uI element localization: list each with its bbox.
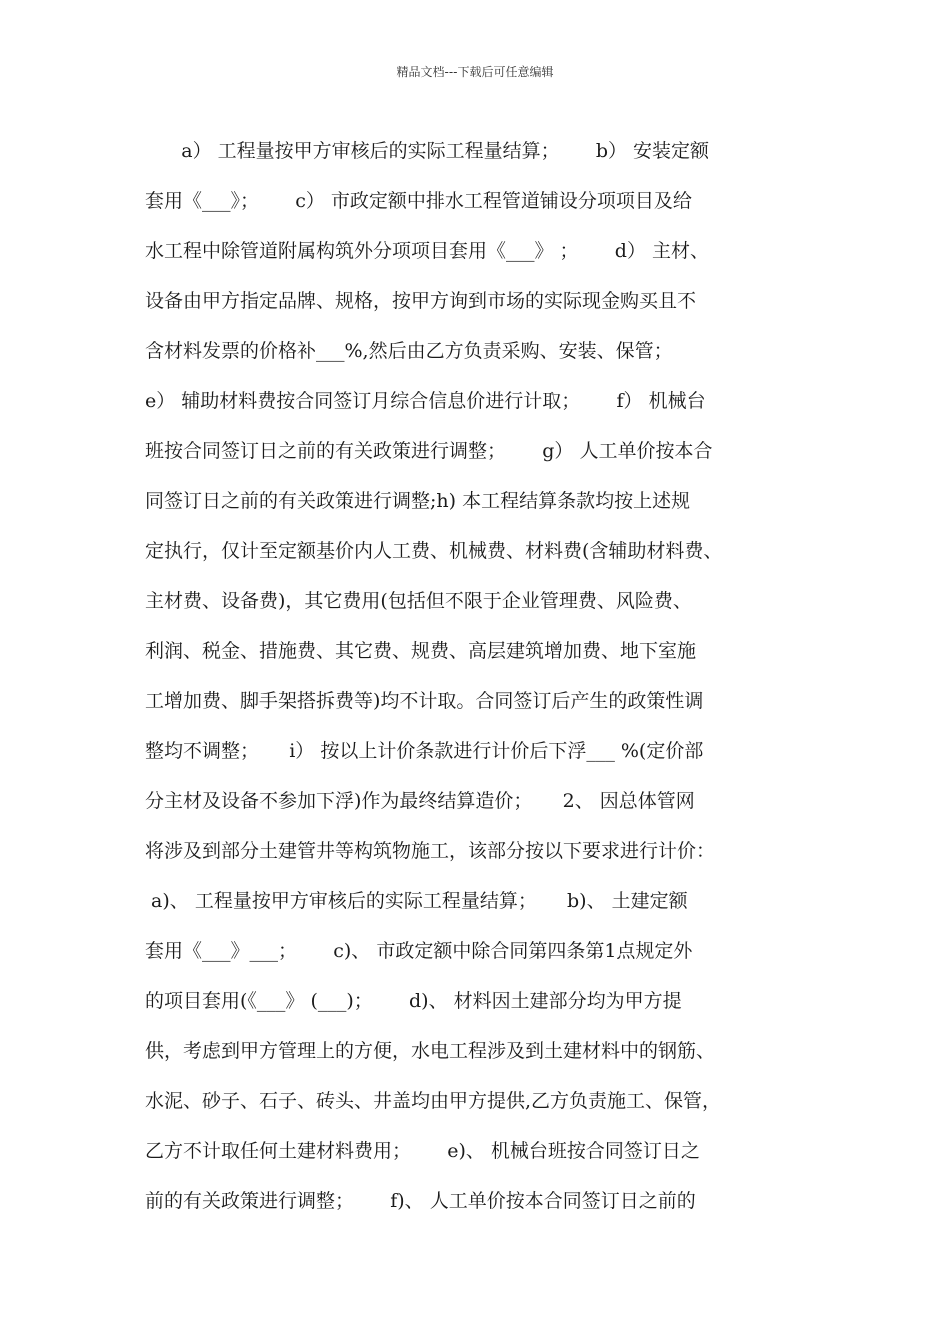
text-line: 主材费、设备费)，其它费用(包括但不限于企业管理费、风险费、	[145, 590, 692, 612]
text-line: 整均不调整； i） 按以上计价条款进行计价后下浮___ %(定价部	[145, 740, 704, 762]
text-line: 乙方不计取任何土建材料费用； e)、 机械台班按合同签订日之	[145, 1140, 700, 1162]
text-line: 套用《___》___； c)、 市政定额中除合同第四条第1点规定外	[145, 940, 693, 962]
text-line: 分主材及设备不参加下浮)作为最终结算造价； 2、 因总体管网	[145, 790, 695, 812]
text-line: 前的有关政策进行调整； f)、 人工单价按本合同签订日之前的	[145, 1190, 696, 1212]
text-line: 的项目套用(《___》 (___)； d)、 材料因土建部分均为甲方提	[145, 990, 682, 1012]
text-line: 套用《___》； c） 市政定额中排水工程管道铺设分项项目及给	[145, 190, 692, 212]
text-line: a)、 工程量按甲方审核后的实际工程量结算； b)、 土建定额	[145, 890, 688, 912]
text-line: 利润、税金、措施费、其它费、规费、高层建筑增加费、地下室施	[145, 640, 697, 662]
text-line: a） 工程量按甲方审核后的实际工程量结算； b） 安装定额	[145, 140, 710, 162]
text-line: 将涉及到部分土建管井等构筑物施工，该部分按以下要求进行计价：	[145, 840, 716, 862]
text-line: 设备由甲方指定品牌、规格，按甲方询到市场的实际现金购买且不	[145, 290, 697, 312]
text-line: 水泥、砂子、石子、砖头、井盖均由甲方提供,乙方负责施工、保管，	[145, 1090, 722, 1112]
text-line: 水工程中除管道附属构筑外分项项目套用《___》 ； d） 主材、	[145, 240, 709, 262]
text-line: 含材料发票的价格补___%,然后由乙方负责采购、安装、保管；	[145, 340, 673, 362]
text-line: 同签订日之前的有关政策进行调整;h) 本工程结算条款均按上述规	[145, 490, 691, 512]
text-line: 定执行，仅计至定额基价内人工费、机械费、材料费(含辅助材料费、	[145, 540, 723, 562]
contract-body	[145, 126, 825, 1226]
text-line: 工增加费、脚手架搭拆费等)均不计取。合同签订后产生的政策性调	[145, 690, 704, 712]
page-header: 精品文档---下载后可任意编辑	[396, 65, 554, 79]
text-line: 班按合同签订日之前的有关政策进行调整； g） 人工单价按本合	[145, 440, 713, 462]
text-line: 供，考虑到甲方管理上的方便，水电工程涉及到土建材料中的钢筋、	[145, 1040, 716, 1062]
text-line: e） 辅助材料费按合同签订月综合信息价进行计取； f） 机械台	[145, 390, 706, 412]
